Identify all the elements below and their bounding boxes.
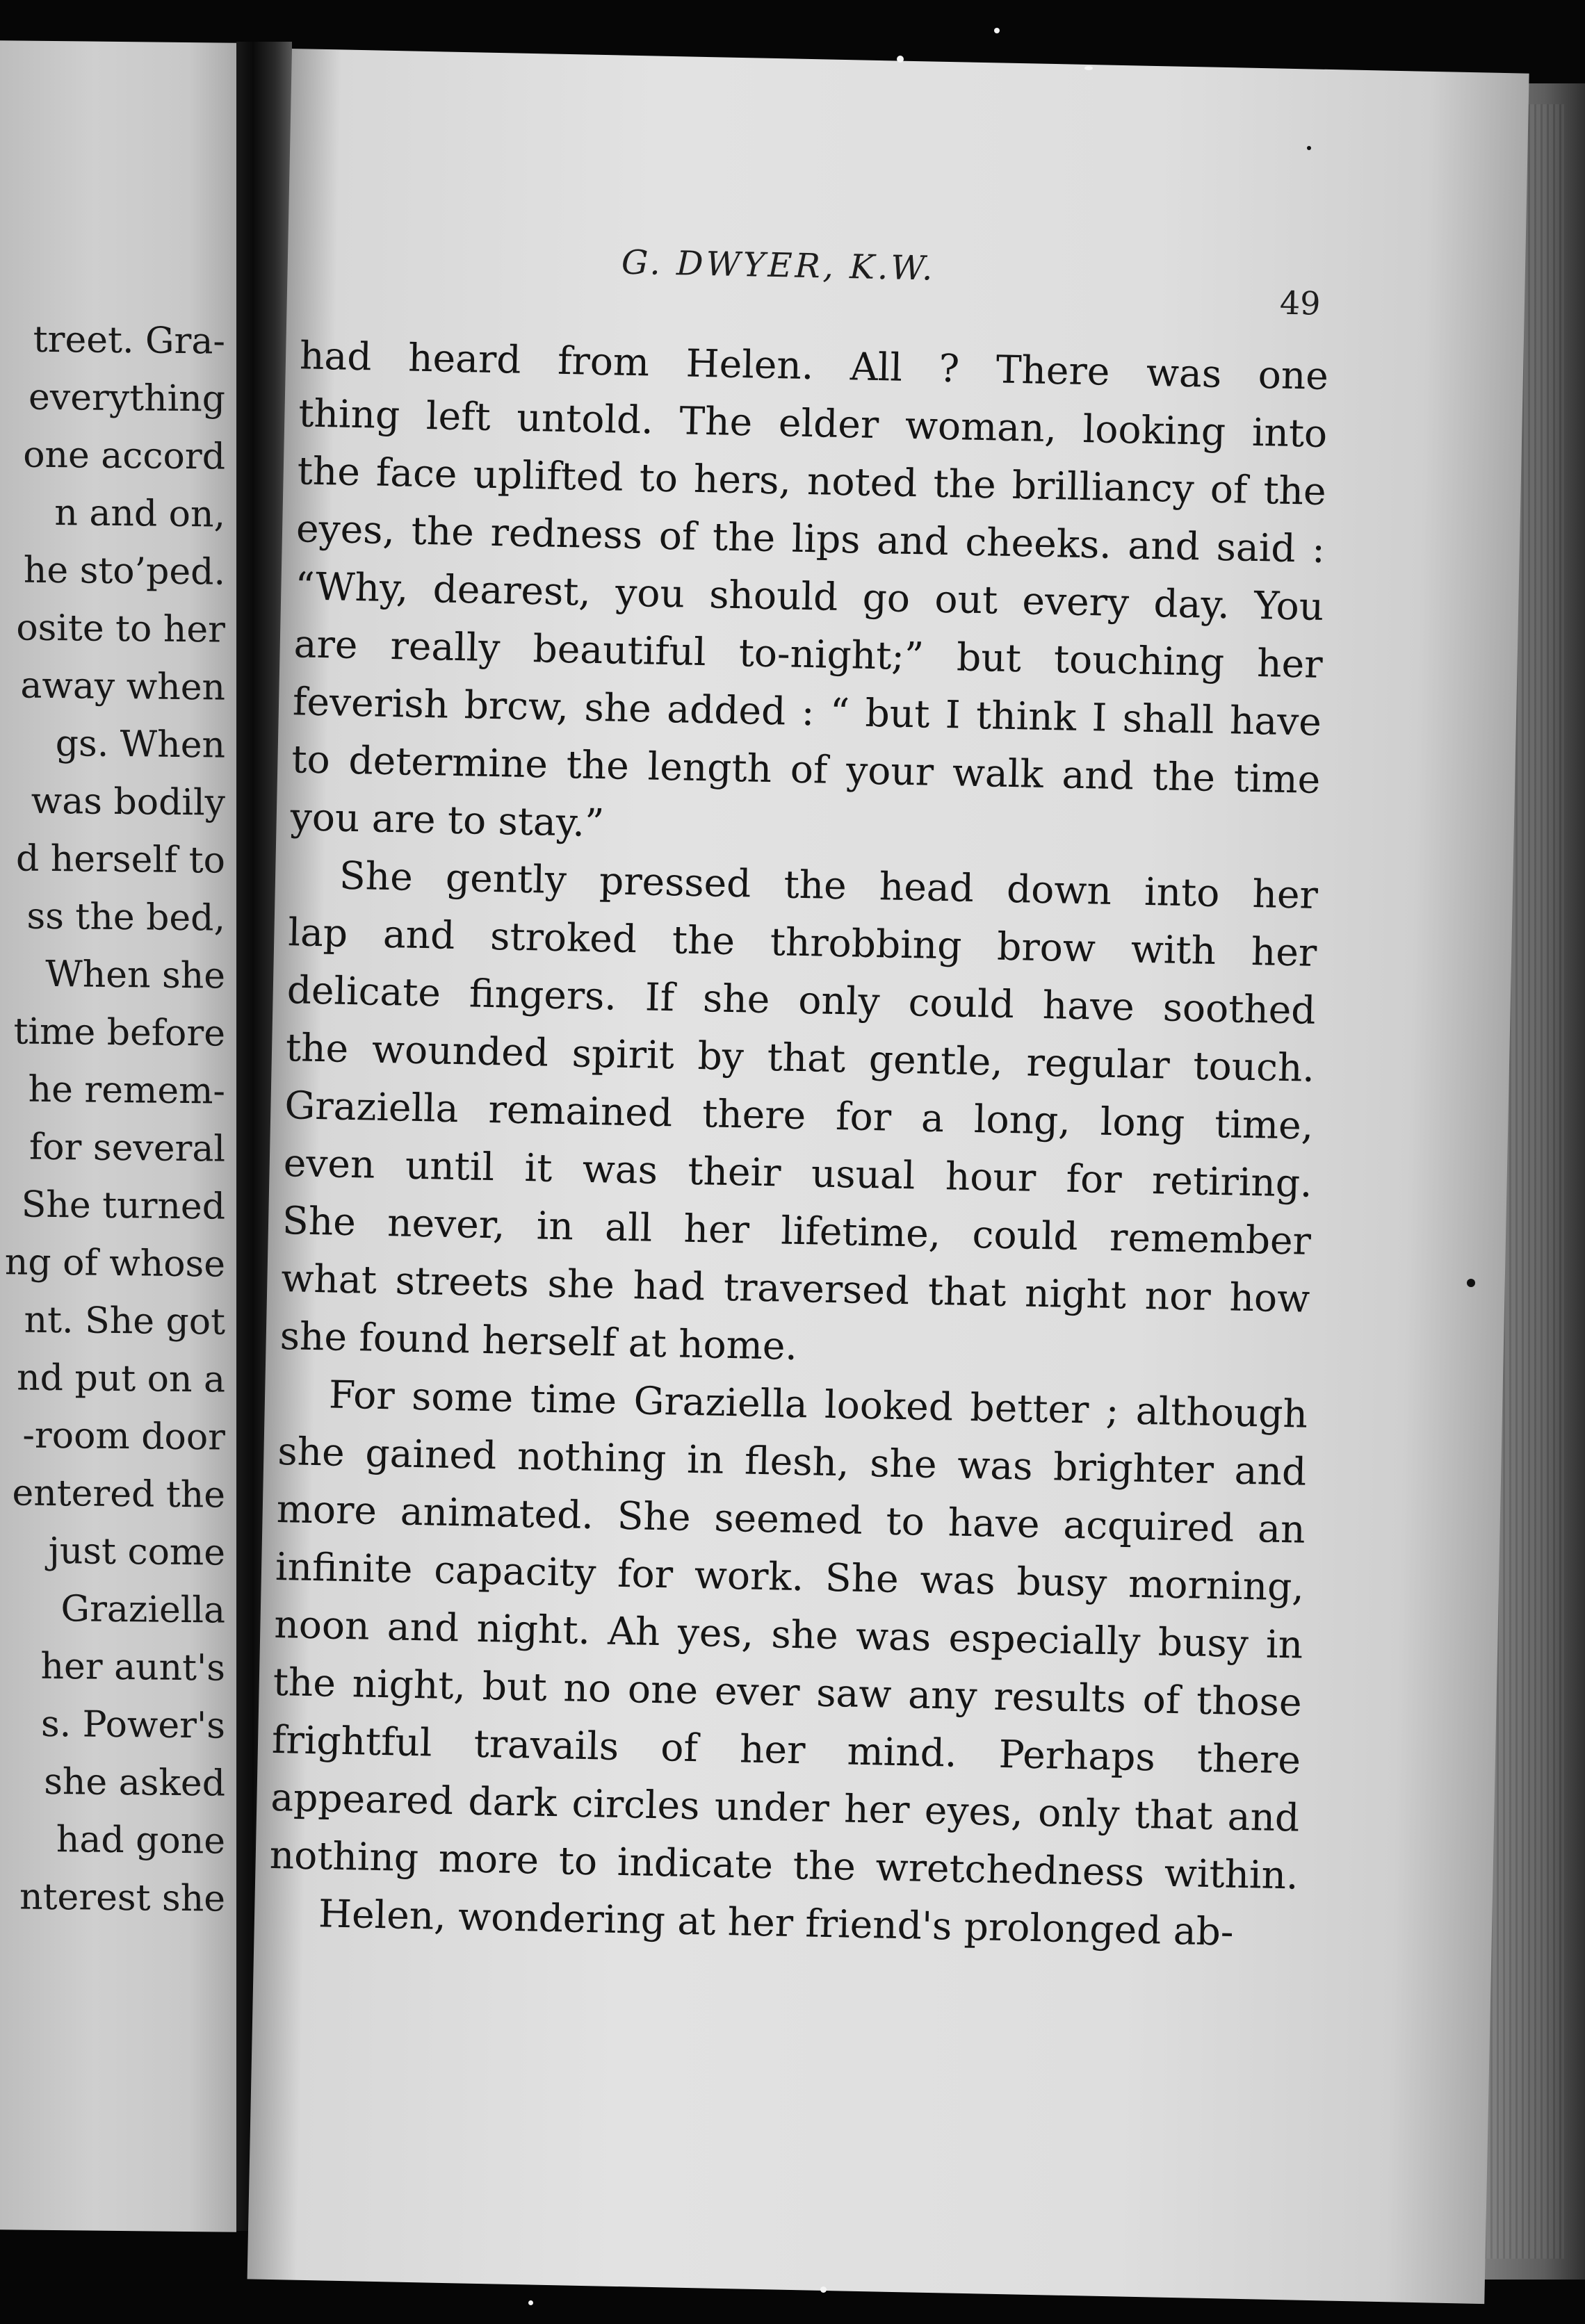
text-line: more animated. She seemed to have acquired an: [276, 1486, 1306, 1552]
text-line: For some time Graziella looked better ; although: [328, 1372, 1308, 1437]
text-line: the night, but no one ever saw any results of those: [273, 1659, 1303, 1725]
text-line: Helen, wondering at her friend's prolonged ab-: [318, 1891, 1235, 1954]
left-page-line: one accord: [23, 434, 225, 478]
left-page-line: When she: [45, 953, 225, 997]
left-page-line: gs. When: [55, 723, 225, 767]
left-page-line: ng of whose: [4, 1241, 225, 1286]
left-page-line: for several: [29, 1126, 225, 1170]
text-line: she found herself at home.: [279, 1314, 798, 1368]
left-page-line: just come: [48, 1530, 225, 1574]
left-page-line: had gone: [56, 1819, 225, 1863]
text-line: feverish brcw, she added : “ but I think I shall have: [292, 679, 1322, 744]
left-page-line: away when: [20, 664, 225, 709]
left-page-line: was bodily: [31, 780, 225, 824]
text-line: lap and stroked the throbbing brow with her: [287, 910, 1317, 975]
left-page-line: nterest she: [19, 1876, 225, 1920]
text-line: she gained nothing in flesh, she was brighter and: [277, 1429, 1307, 1494]
left-page-line: s. Power's: [40, 1703, 225, 1747]
left-page-line: Graziella: [60, 1588, 225, 1632]
left-page-line: she asked: [44, 1760, 225, 1805]
left-page-line: nd put on a: [17, 1357, 225, 1401]
text-line: noon and night. Ah yes, she was especially busy in: [273, 1601, 1303, 1667]
scan-speck: [528, 2300, 533, 2305]
scan-speck: [897, 56, 904, 63]
left-page-line: time before: [13, 1010, 225, 1055]
text-line: to determine the length of your walk and the time: [291, 737, 1321, 802]
scan-speck: [820, 2286, 827, 2293]
left-page-line: he remem-: [28, 1068, 225, 1113]
text-line: the wounded spirit by that gentle, regular touch.: [285, 1025, 1315, 1090]
left-page-line: her aunt's: [40, 1645, 225, 1689]
text-line: what streets she had traversed that night nor how: [280, 1256, 1310, 1321]
text-line: the face uplifted to hers, noted the brilliancy of the: [297, 448, 1327, 514]
text-line: She never, in all her lifetime, could remember: [282, 1198, 1312, 1263]
left-page-line: She turned: [21, 1184, 225, 1228]
left-page-line: nt. She got: [24, 1299, 225, 1343]
left-page-line: d herself to: [15, 837, 225, 882]
text-line: are really beautiful to-night;” but touching her: [293, 621, 1324, 687]
left-page-line: ss the bed,: [26, 895, 225, 940]
text-line: She gently pressed the head down into her: [339, 853, 1319, 917]
scan-speck: [1084, 66, 1093, 70]
text-line: “Why, dearest, you should go out every day. You: [294, 564, 1324, 629]
left-page-line: -room door: [22, 1414, 225, 1459]
right-page: [247, 49, 1529, 2304]
left-page-line: n and on,: [54, 492, 225, 536]
body-text: [268, 327, 1328, 1962]
text-line: thing left untold. The elder woman, looking into: [298, 391, 1328, 456]
running-head: G. DWYER, K.W.: [621, 243, 936, 288]
text-line: nothing more to indicate the wretchedness within.: [269, 1832, 1299, 1898]
scan-speck: [1307, 146, 1311, 150]
text-line: appeared dark circles under her eyes, only that and: [270, 1774, 1300, 1840]
left-page-fragment: [0, 40, 236, 2232]
left-page-line: everything: [29, 376, 225, 420]
scan-speck: [1467, 1279, 1475, 1287]
text-line: even until it was their usual hour for retiring.: [283, 1140, 1313, 1206]
text-line: delicate fingers. If she only could have soothed: [286, 967, 1317, 1033]
left-page-line: treet. Gra-: [33, 318, 225, 363]
text-line: eyes, the redness of the lips and cheeks. and said :: [295, 506, 1326, 571]
left-page-line: entered the: [12, 1472, 225, 1516]
text-line: Graziella remained there for a long, long time,: [284, 1083, 1314, 1148]
text-line: frightful travails of her mind. Perhaps there: [271, 1717, 1301, 1783]
page-number: 49: [1279, 284, 1322, 322]
text-line: infinite capacity for work. She was busy morning,: [275, 1544, 1305, 1610]
scan-speck: [994, 28, 1000, 33]
left-page-line: he sto’ped.: [23, 549, 225, 594]
text-line: had heard from Helen. All ? There was one: [299, 333, 1329, 399]
text-line: you are to stay.”: [290, 794, 605, 846]
left-page-line: osite to her: [16, 607, 225, 651]
